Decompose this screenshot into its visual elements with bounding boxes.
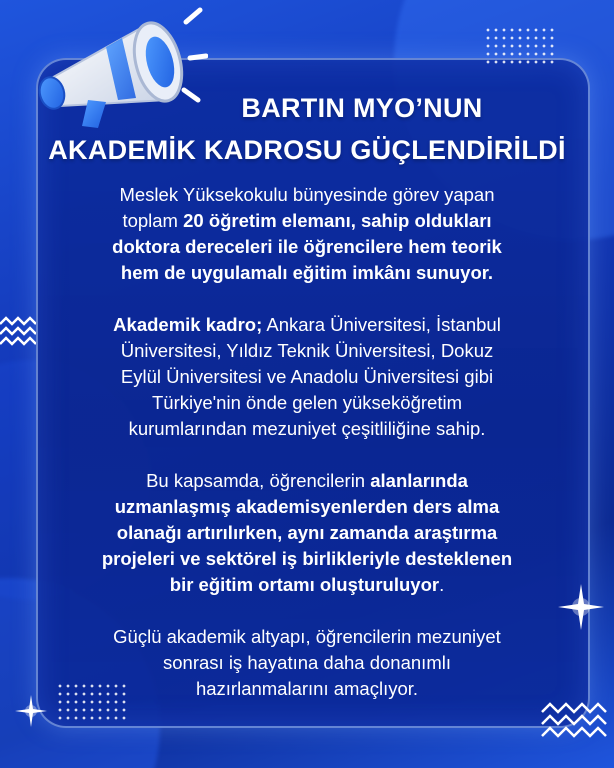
- sparkle-icon: [14, 694, 48, 728]
- paragraph-line: projeleri ve sektörel iş birlikleriyle desteklenen: [101, 548, 513, 569]
- text-segment: .: [439, 574, 445, 595]
- paragraph-3: [62, 468, 552, 598]
- paragraph-line: Türkiye'nin önde gelen yükseköğretim: [152, 392, 462, 413]
- paragraph-line: [62, 572, 552, 598]
- paragraph-1: [62, 182, 552, 286]
- paragraph-line: [62, 468, 552, 494]
- paragraph-line: sonrası iş hayatına daha donanımlı: [163, 652, 451, 673]
- zigzag-icon: [0, 316, 36, 346]
- body-text: [62, 182, 552, 728]
- paragraph-line: [62, 208, 552, 234]
- paragraph-line: hem de uygulamalı eğitim imkânı sunuyor.: [120, 262, 494, 283]
- sparkle-icon: [556, 582, 606, 632]
- paragraph-line: Eylül Üniversitesi ve Anadolu Üniversitesi gibi: [120, 366, 494, 387]
- dot-grid-decoration: [484, 26, 554, 68]
- headline-line-1: BARTIN MYO’NUN: [241, 93, 483, 123]
- paragraph-2: [62, 312, 552, 442]
- paragraph-line: Meslek Yüksekokulu bünyesinde görev yapan: [119, 184, 495, 205]
- bold-text-segment: Akademik kadro;: [113, 314, 263, 335]
- bold-text-segment: alanlarında: [370, 470, 468, 491]
- paragraph-line: Güçlü akademik altyapı, öğrencilerin mezuniyet: [113, 626, 501, 647]
- bold-text-segment: 20 öğretim elemanı, sahip oldukları: [183, 210, 492, 231]
- text-segment: Bu kapsamda, öğrencilerin: [146, 470, 371, 491]
- text-segment: Ankara Üniversitesi, İstanbul: [262, 314, 501, 335]
- paragraph-line: Üniversitesi, Yıldız Teknik Üniversitesi, Dokuz: [120, 340, 494, 361]
- paragraph-line: kurumlarından mezuniyet çeşitliliğine sahip.: [128, 418, 486, 439]
- paragraph-line: hazırlanmalarını amaçlıyor.: [195, 678, 419, 699]
- text-segment: toplam: [122, 210, 184, 231]
- headline-line-2: AKADEMİK KADROSU GÜÇLENDİRİLDİ: [48, 135, 566, 165]
- paragraph-line: [62, 312, 552, 338]
- paragraph-line: olanağı artırılırken, aynı zamanda araştırma: [116, 522, 498, 543]
- paragraph-line: doktora dereceleri ile öğrencilere hem teorik: [112, 236, 502, 257]
- paragraph-line: uzmanlaşmış akademisyenlerden ders alma: [114, 496, 500, 517]
- paragraph-4: [62, 624, 552, 702]
- bold-text-segment: bir eğitim ortamı oluşturuluyor: [169, 574, 440, 595]
